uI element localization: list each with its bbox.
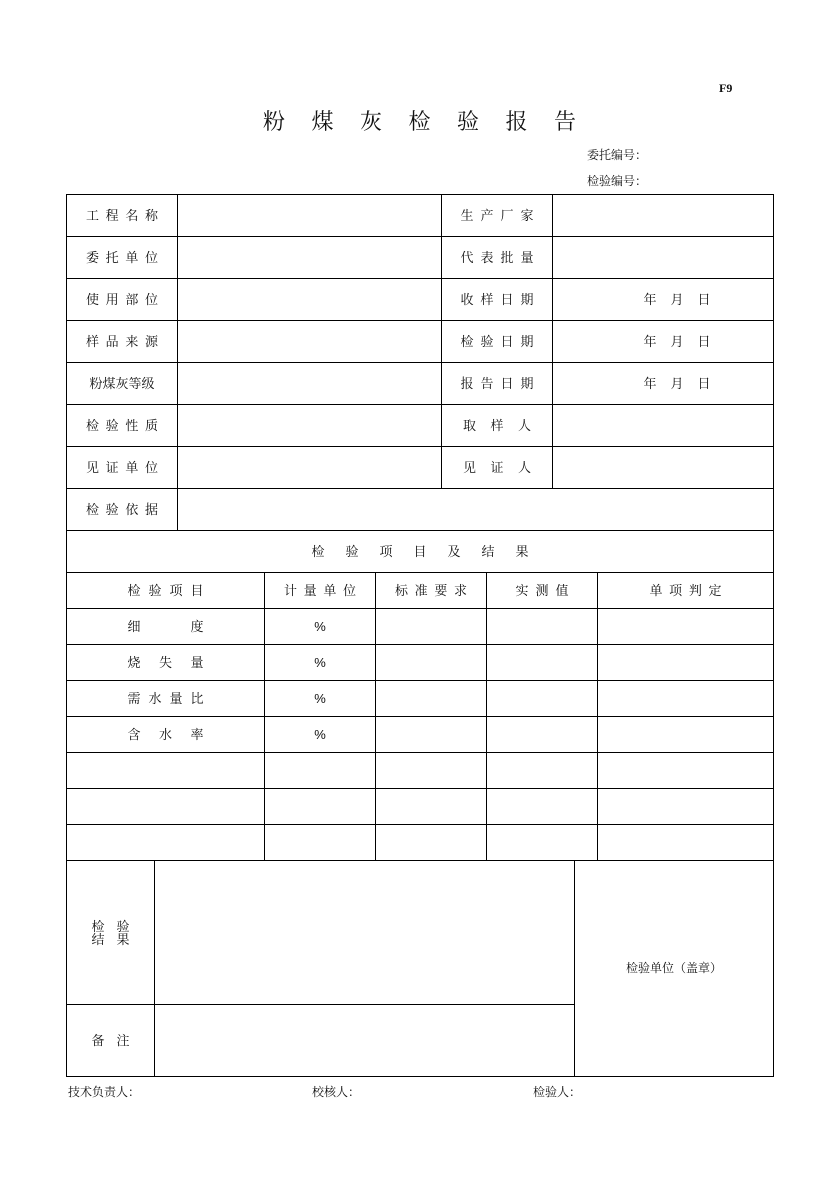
water-demand-ratio-measured-field[interactable] xyxy=(487,681,598,717)
sample-source-label: 样 品 来 源 xyxy=(86,334,158,349)
blank-row-3-judgement-field[interactable] xyxy=(598,825,774,861)
water-demand-ratio-item-cell xyxy=(67,681,265,717)
report-date-label-cell xyxy=(442,363,553,405)
sample-source-field[interactable] xyxy=(178,321,442,363)
blank-row-2-standard-field[interactable] xyxy=(376,789,487,825)
sample-receive-date-label: 收 样 日 期 xyxy=(460,292,534,307)
fineness-item-cell xyxy=(67,609,265,645)
manufacturer-label: 生 产 厂 家 xyxy=(460,208,534,223)
reviewer-label: 校核人： xyxy=(312,1085,361,1099)
conclusion-label-cell xyxy=(67,861,155,1005)
form-code: F9 xyxy=(719,81,733,95)
test-date-template: 年 月 日 xyxy=(643,334,711,349)
manufacturer-label-cell xyxy=(442,195,553,237)
test-nature-label-cell xyxy=(67,405,178,447)
blank-row-1-standard-field[interactable] xyxy=(376,753,487,789)
conclusion-table xyxy=(66,861,774,1077)
client-unit-field[interactable] xyxy=(178,237,442,279)
usage-location-field[interactable] xyxy=(178,279,442,321)
batch-quantity-field[interactable] xyxy=(553,237,774,279)
fly-ash-grade-field[interactable] xyxy=(178,363,442,405)
test-basis-label-cell xyxy=(67,489,178,531)
manufacturer-field[interactable] xyxy=(553,195,774,237)
commission-no-label: 委托编号： xyxy=(587,148,648,162)
moisture-content-judgement-field[interactable] xyxy=(598,717,774,753)
sampler-label-cell xyxy=(442,405,553,447)
header-standard-cell xyxy=(376,573,487,609)
water-demand-ratio-judgement-field[interactable] xyxy=(598,681,774,717)
client-unit-label-cell xyxy=(67,237,178,279)
loss-on-ignition-judgement-field[interactable] xyxy=(598,645,774,681)
technical-lead-label: 技术负责人： xyxy=(68,1085,141,1099)
moisture-content-measured-field[interactable] xyxy=(487,717,598,753)
blank-row-2-unit-field[interactable] xyxy=(265,789,376,825)
header-measured: 实 测 值 xyxy=(515,583,569,598)
results-section-title-cell xyxy=(67,531,774,573)
fineness-unit: % xyxy=(265,609,376,645)
sampler-field[interactable] xyxy=(553,405,774,447)
client-unit-label: 委 托 单 位 xyxy=(86,250,158,265)
fly-ash-grade-label-cell xyxy=(67,363,178,405)
seal-cell xyxy=(575,861,774,1077)
moisture-content-unit: % xyxy=(265,717,376,753)
fineness-judgement-field[interactable] xyxy=(598,609,774,645)
sample-receive-date-template: 年 月 日 xyxy=(643,292,711,307)
conclusion-label xyxy=(92,920,130,946)
project-name-label-cell xyxy=(67,195,178,237)
witness-label: 见 证 人 xyxy=(463,460,531,475)
test-basis-label: 检 验 依 据 xyxy=(86,502,158,517)
header-unit-cell xyxy=(265,573,376,609)
water-demand-ratio-unit: % xyxy=(265,681,376,717)
usage-location-label: 使 用 部 位 xyxy=(86,292,158,307)
remarks-field[interactable] xyxy=(155,1005,575,1077)
blank-row-2-measured-field[interactable] xyxy=(487,789,598,825)
water-demand-ratio-item: 需 水 量 比 xyxy=(127,691,204,706)
test-date-label-cell xyxy=(442,321,553,363)
fineness-item: 细 度 xyxy=(127,619,204,634)
report-date-label: 报 告 日 期 xyxy=(460,376,534,391)
header-test-item: 检 验 项 目 xyxy=(127,583,204,598)
blank-row-2-judgement-field[interactable] xyxy=(598,789,774,825)
sample-receive-date-field[interactable] xyxy=(553,279,774,321)
results-section-title: 检 验 项 目 及 结 果 xyxy=(311,544,529,559)
inspector-label: 检验人： xyxy=(533,1085,582,1099)
blank-row-3-standard-field[interactable] xyxy=(376,825,487,861)
test-nature-label: 检 验 性 质 xyxy=(86,418,158,433)
witness-unit-label: 见 证 单 位 xyxy=(86,460,158,475)
sampler-label: 取 样 人 xyxy=(463,418,531,433)
project-name-field[interactable] xyxy=(178,195,442,237)
remarks-label: 备 注 xyxy=(91,1033,130,1048)
report-date-template: 年 月 日 xyxy=(643,376,711,391)
header-test-item-cell xyxy=(67,573,265,609)
project-name-label: 工 程 名 称 xyxy=(86,208,158,223)
info-table xyxy=(66,194,774,573)
moisture-content-item-cell xyxy=(67,717,265,753)
test-basis-field[interactable] xyxy=(178,489,774,531)
blank-row-3-measured-field[interactable] xyxy=(487,825,598,861)
blank-row-3-item-field[interactable] xyxy=(67,825,265,861)
usage-location-label-cell xyxy=(67,279,178,321)
header-unit: 计 量 单 位 xyxy=(284,583,356,598)
header-standard: 标 准 要 求 xyxy=(395,583,467,598)
blank-row-3-unit-field[interactable] xyxy=(265,825,376,861)
water-demand-ratio-standard-field[interactable] xyxy=(376,681,487,717)
fineness-standard-field[interactable] xyxy=(376,609,487,645)
sample-receive-date-label-cell xyxy=(442,279,553,321)
page-title-wrap xyxy=(263,108,576,136)
loss-on-ignition-measured-field[interactable] xyxy=(487,645,598,681)
blank-row-2-item-field[interactable] xyxy=(67,789,265,825)
witness-label-cell xyxy=(442,447,553,489)
test-date-field[interactable] xyxy=(553,321,774,363)
seal-label: 检验单位（盖章） xyxy=(625,961,722,975)
moisture-content-standard-field[interactable] xyxy=(376,717,487,753)
test-date-label: 检 验 日 期 xyxy=(460,334,534,349)
loss-on-ignition-unit: % xyxy=(265,645,376,681)
loss-on-ignition-item: 烧 失 量 xyxy=(127,655,204,670)
sample-source-label-cell xyxy=(67,321,178,363)
header-judgement: 单 项 判 定 xyxy=(649,583,722,598)
loss-on-ignition-standard-field[interactable] xyxy=(376,645,487,681)
blank-row-1-measured-field[interactable] xyxy=(487,753,598,789)
conclusion-field[interactable] xyxy=(155,861,575,1005)
remarks-label-cell xyxy=(67,1005,155,1077)
results-table xyxy=(66,573,774,861)
header-judgement-cell xyxy=(598,573,774,609)
fly-ash-grade-label: 粉煤灰等级 xyxy=(89,376,155,391)
moisture-content-item: 含 水 率 xyxy=(127,727,204,742)
witness-unit-label-cell xyxy=(67,447,178,489)
blank-row-1-judgement-field[interactable] xyxy=(598,753,774,789)
fineness-measured-field[interactable] xyxy=(487,609,598,645)
header-measured-cell xyxy=(487,573,598,609)
page-title: 粉 煤 灰 检 验 报 告 xyxy=(263,109,576,134)
test-no-label: 检验编号： xyxy=(587,174,648,188)
batch-quantity-label: 代 表 批 量 xyxy=(460,250,534,265)
report-date-field[interactable] xyxy=(553,363,774,405)
blank-row-1-unit-field[interactable] xyxy=(265,753,376,789)
loss-on-ignition-item-cell xyxy=(67,645,265,681)
test-nature-field[interactable] xyxy=(178,405,442,447)
blank-row-1-item-field[interactable] xyxy=(67,753,265,789)
batch-quantity-label-cell xyxy=(442,237,553,279)
witness-unit-field[interactable] xyxy=(178,447,442,489)
conclusion-label-line2: 结 果 xyxy=(91,931,130,947)
witness-field[interactable] xyxy=(553,447,774,489)
conclusion-label-line1: 检 验 xyxy=(91,918,130,934)
